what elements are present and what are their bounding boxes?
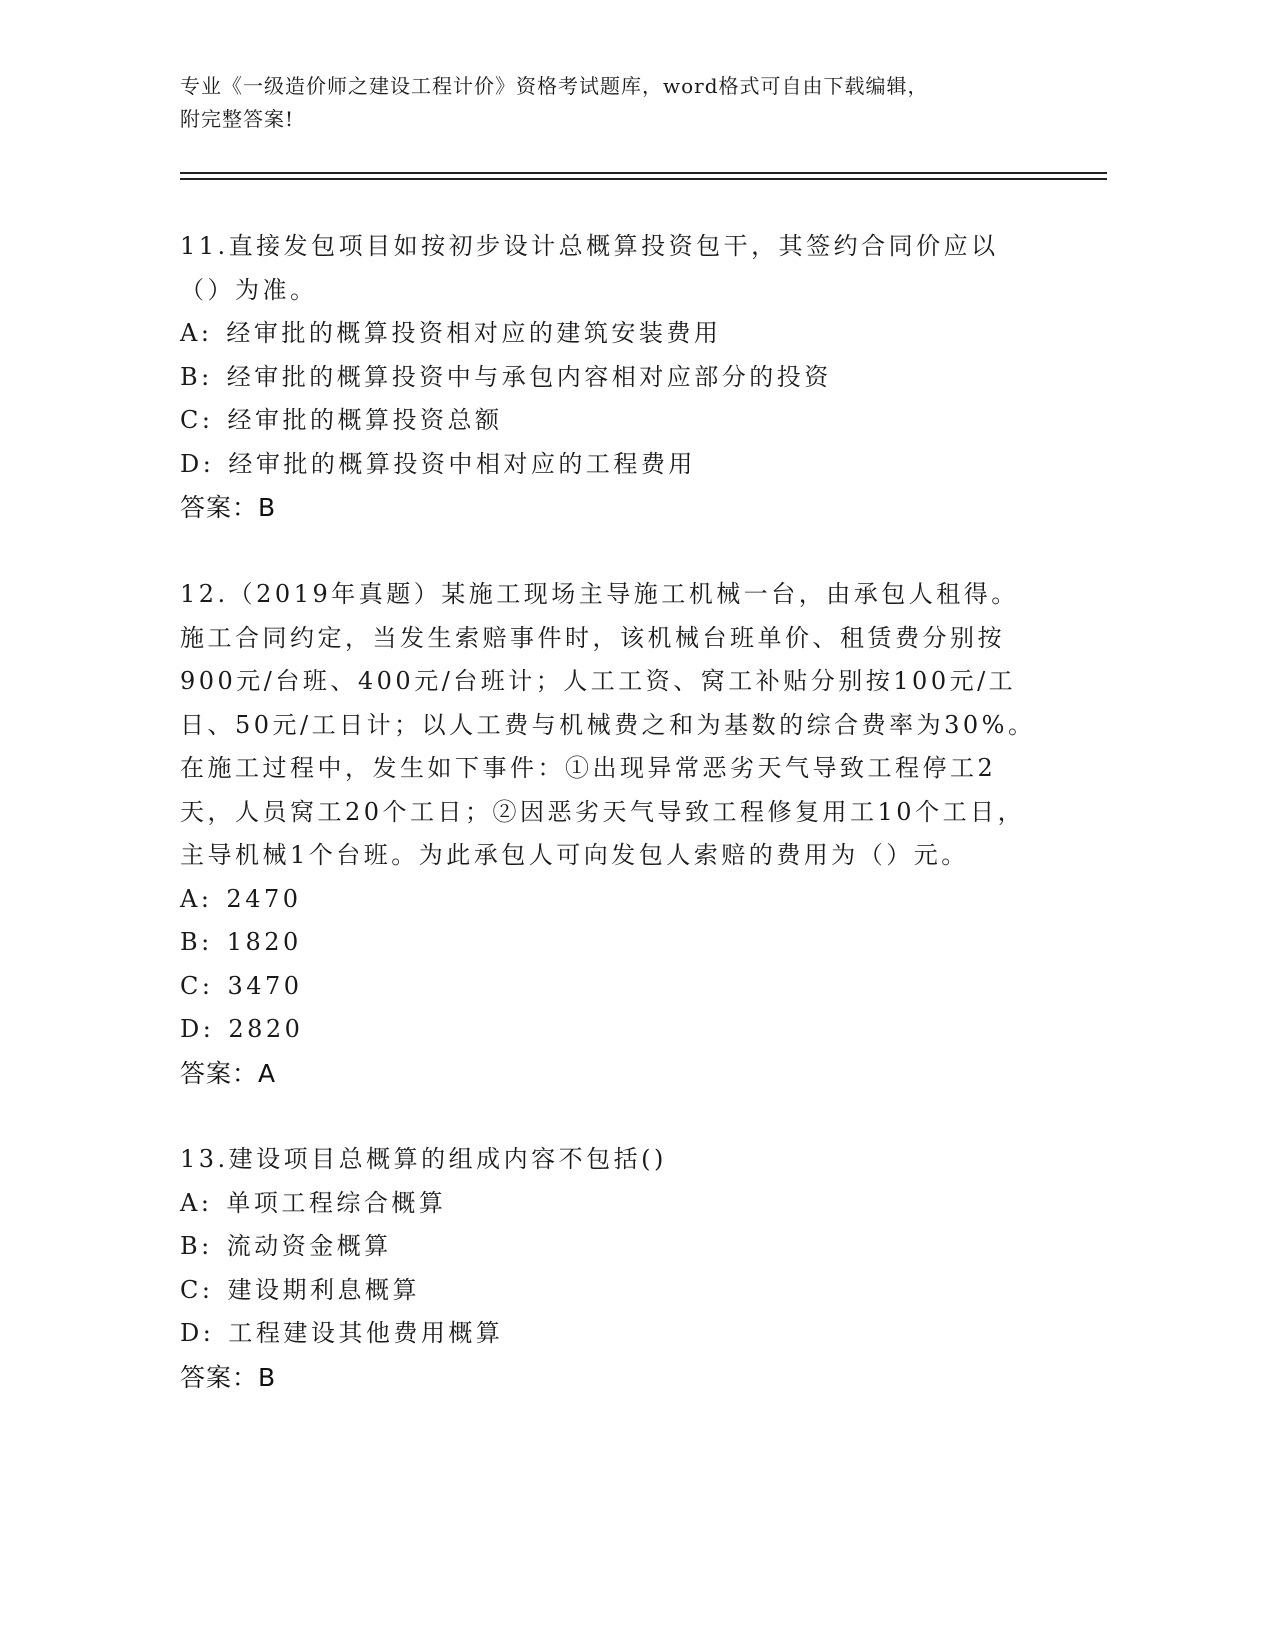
option-text: 2820: [228, 1015, 304, 1043]
question-stem: 13.建设项目总概算的组成内容不包括(): [180, 1145, 667, 1173]
header-line-2: 附完整答案!: [180, 107, 295, 131]
option-c: [180, 1269, 1040, 1313]
option-a: [180, 312, 1040, 356]
option-text: 1820: [226, 928, 302, 956]
option-key: C:: [180, 406, 214, 434]
option-text: 建设期利息概算: [227, 1275, 420, 1304]
question-stem: 12.（2019年真题）某施工现场主导施工机械一台，由承包人租得。施工合同约定，当发生索赔事件时，该机械台班单价、租赁费分别按900元/台班、400元/台班计；人工工资、窝工补贴分别按100元/工日、50元/工日计；以人工费与机械费之和为基数的综合费率为30%。在施工过程中，发生如下事件：①出现异常恶劣天气导致工程停工2天，人员窝工20个工日；②因恶劣天气导致工程修复用工10个工日，主导机械1个台班。为此承包人可向发包人索赔的费用为（）元。: [180, 580, 1036, 869]
option-key: D:: [180, 1319, 215, 1347]
option-key: B:: [180, 362, 213, 391]
option-a: [180, 1182, 1040, 1226]
option-text: 3470: [227, 971, 303, 1000]
option-text: 经审批的概算投资中与承包内容相对应部分的投资: [226, 362, 832, 391]
header-line-1: 专业《一级造价师之建设工程计价》资格考试题库，word格式可自由下载编辑，: [180, 74, 929, 98]
option-text: 单项工程综合概算: [226, 1188, 447, 1217]
option-c: [180, 399, 1040, 443]
option-d: [180, 1008, 1040, 1052]
document-header: [180, 70, 1060, 136]
option-text: 流动资金概算: [226, 1232, 392, 1260]
option-text: 2470: [226, 884, 302, 913]
option-b: [180, 921, 1040, 965]
question-11: [180, 225, 1040, 530]
option-text: 经审批的概算投资总额: [227, 406, 503, 434]
option-key: D:: [180, 1015, 215, 1043]
option-b: [180, 1225, 1040, 1269]
header-divider-bottom: [180, 178, 1107, 180]
option-c: [180, 965, 1040, 1009]
question-stem: 11.直接发包项目如按初步设计总概算投资包干，其签约合同价应以（）为准。: [180, 232, 999, 304]
option-text: 工程建设其他费用概算: [228, 1319, 504, 1347]
option-key: A:: [180, 319, 213, 347]
question-13: [180, 1138, 1040, 1399]
option-key: B:: [180, 928, 213, 956]
option-key: B:: [180, 1232, 213, 1260]
option-key: A:: [180, 884, 213, 913]
option-b: [180, 356, 1040, 400]
question-12: [180, 573, 1040, 1095]
answer-line: 答案：B: [180, 493, 277, 522]
option-text: 经审批的概算投资中相对应的工程费用: [228, 449, 696, 478]
header-divider-top: [180, 172, 1107, 174]
option-d: [180, 1312, 1040, 1356]
option-text: 经审批的概算投资相对应的建筑安装费用: [226, 319, 722, 347]
answer-line: 答案：A: [180, 1058, 277, 1088]
option-d: [180, 443, 1040, 487]
option-a: [180, 878, 1040, 922]
option-key: D:: [180, 449, 215, 478]
option-key: C:: [180, 1275, 214, 1304]
option-key: C:: [180, 971, 214, 1000]
answer-line: 答案：B: [180, 1362, 277, 1392]
option-key: A:: [180, 1188, 213, 1217]
